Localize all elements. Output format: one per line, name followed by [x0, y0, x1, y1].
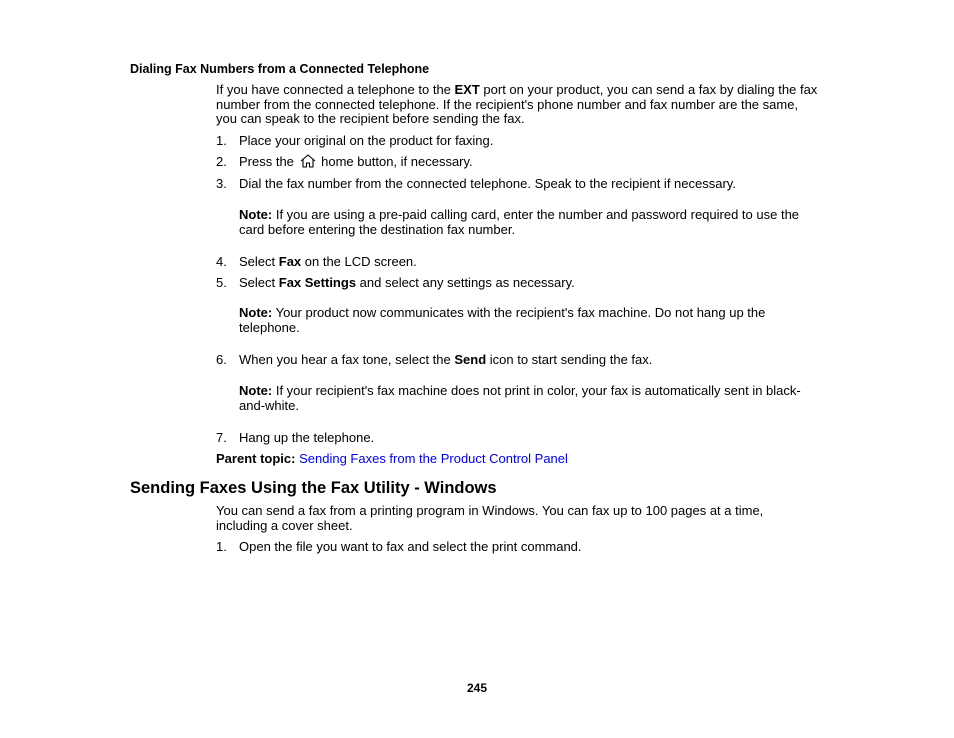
step-text-pre: Select — [239, 254, 279, 269]
step-text: Dial the fax number from the connected telephone. Speak to the recipient if necessary. — [239, 176, 736, 191]
note-1 — [239, 208, 819, 237]
intro-line-3: you can speak to the recipient before sending the fax. — [216, 111, 525, 127]
intro-line-1 — [216, 83, 826, 98]
intro-text-rest: port on your product, you can send a fax by dialing the fax — [479, 82, 818, 97]
intro-text: If you have connected a telephone to the — [216, 82, 455, 97]
note-3 — [239, 384, 819, 413]
parent-topic-link[interactable]: Sending Faxes from the Product Control Panel — [299, 451, 568, 466]
note-text: Your product now communicates with the recipient's fax machine. Do not hang up the — [272, 305, 766, 320]
step-bold-fax: Fax — [278, 254, 302, 269]
step-number: 5. — [216, 275, 227, 290]
subsection-title: Dialing Fax Numbers from a Connected Telephone — [130, 62, 430, 76]
step-text-pre: When you hear a fax tone, select the — [239, 352, 455, 367]
note-text: If your recipient's fax machine does not print in color, your fax is automatically sent in black- — [272, 383, 801, 398]
note-line-2: telephone. — [239, 319, 300, 335]
note-text: If you are using a pre-paid calling card, enter the number and password required to use the — [272, 207, 800, 222]
step-bold-send: Send — [454, 352, 487, 367]
step-text-post: icon to start sending the fax. — [486, 352, 653, 367]
intro-bold-ext: EXT — [454, 82, 480, 97]
step-number: 6. — [216, 352, 227, 367]
note-line-2: card before entering the destination fax number. — [239, 221, 516, 237]
subsection-intro — [216, 83, 826, 127]
note-line-1 — [239, 306, 819, 321]
step-text-pre: Select — [239, 275, 279, 290]
parent-topic — [216, 451, 568, 466]
note-label: Note: — [239, 305, 273, 320]
step-text-post: home button, if necessary. — [317, 154, 473, 169]
step-number: 2. — [216, 154, 227, 169]
section-intro-line-1: You can send a fax from a printing program in Windows. You can fax up to 100 pages at a time, — [216, 503, 764, 518]
step-text — [239, 275, 819, 290]
step-bold-fax-settings: Fax Settings — [278, 275, 357, 290]
note-line-2: and-white. — [239, 397, 299, 413]
intro-line-2: number from the connected telephone. If the recipient's phone number and fax number are the same, — [216, 96, 799, 112]
home-icon — [300, 154, 316, 168]
step-text: Hang up the telephone. — [239, 430, 375, 445]
section-intro-line-2: including a cover sheet. — [216, 517, 353, 533]
note-line-1 — [239, 384, 819, 399]
step-number: 7. — [216, 430, 227, 445]
step-text — [239, 154, 819, 169]
step-number: 3. — [216, 176, 227, 191]
section-intro — [216, 504, 826, 533]
step-text-post: and select any settings as necessary. — [356, 275, 575, 290]
section-title: Sending Faxes Using the Fax Utility - Windows — [130, 479, 497, 497]
step-text: Place your original on the product for faxing. — [239, 133, 494, 148]
step-text — [239, 352, 819, 367]
note-2 — [239, 306, 819, 335]
note-label: Note: — [239, 383, 273, 398]
parent-topic-label: Parent topic: — [216, 451, 296, 466]
step-number: 1. — [216, 539, 227, 554]
step-text — [239, 254, 819, 269]
page-number: 245 — [466, 681, 488, 695]
step-text-pre: Press the — [239, 154, 298, 169]
step-text: Open the file you want to fax and select the print command. — [239, 539, 582, 554]
step-text-post: on the LCD screen. — [301, 254, 417, 269]
note-line-1 — [239, 208, 819, 223]
step-number: 4. — [216, 254, 227, 269]
note-label: Note: — [239, 207, 273, 222]
step-number: 1. — [216, 133, 227, 148]
